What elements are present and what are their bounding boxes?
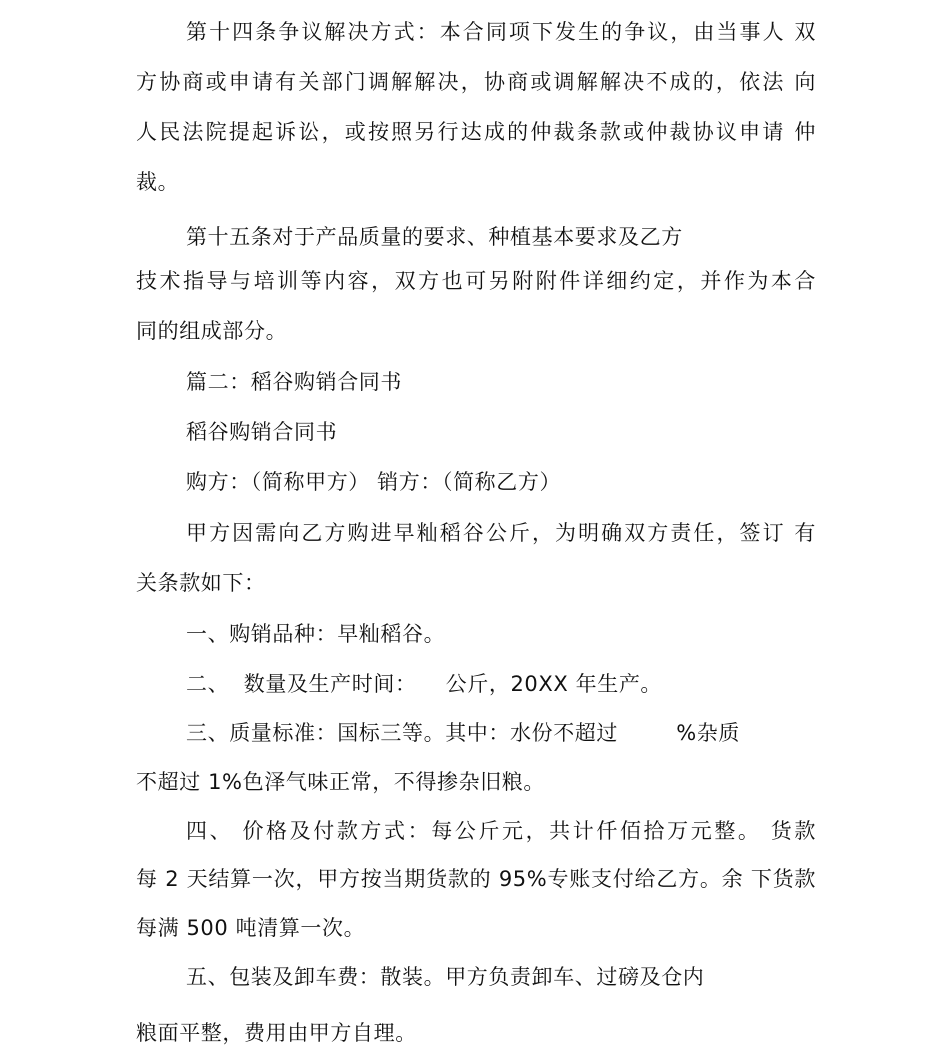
clause-3-line-1: 三、质量标准：国标三等。其中：水份不超过 %杂质: [186, 721, 740, 745]
contract-title: 稻谷购销合同书: [186, 420, 338, 444]
article-15-line-1: 第十五条对于产品质量的要求、种植基本要求及乙方: [186, 225, 683, 249]
section-heading: 篇二：稻谷购销合同书: [186, 370, 402, 394]
clause-5-line-2: 粮面平整，费用由甲方自理。: [136, 1021, 417, 1045]
clause-5-line-1: 五、包装及卸车费：散装。甲方负责卸车、过磅及仓内: [186, 965, 705, 989]
article-15-line-2: 技术指导与培训等内容，双方也可另附附件详细约定，并作为本合: [136, 269, 816, 293]
article-15-line-3: 同的组成部分。: [136, 319, 288, 343]
intro-line-2: 关条款如下：: [136, 571, 266, 595]
article-14-line-4: 裁。: [136, 170, 180, 194]
intro-line-1: 甲方因需向乙方购进早籼稻谷公斤，为明确双方责任，签订 有: [186, 521, 816, 545]
clause-3-line-2: 不超过 1%色泽气味正常，不得掺杂旧粮。: [136, 770, 545, 794]
clause-4-line-1: 四、 价格及付款方式：每公斤元，共计仟佰拾万元整。 货款: [186, 819, 816, 843]
article-14-line-2: 方协商或申请有关部门调解解决，协商或调解解决不成的，依法 向: [136, 70, 816, 94]
parties-line: 购方：（简称甲方） 销方：（简称乙方）: [186, 470, 562, 494]
article-14-line-3: 人民法院提起诉讼，或按照另行达成的仲裁条款或仲裁协议申请 仲: [136, 120, 816, 144]
clause-1: 一、购销品种：早籼稻谷。: [186, 622, 446, 646]
clause-4-line-2: 每 2 天结算一次，甲方按当期货款的 95%专账支付给乙方。余 下货款: [136, 867, 816, 891]
clause-2: 二、 数量及生产时间： 公斤，20XX 年生产。: [186, 672, 663, 696]
article-14-line-1: 第十四条争议解决方式：本合同项下发生的争议，由当事人 双: [186, 20, 816, 44]
clause-4-line-3: 每满 500 吨清算一次。: [136, 916, 366, 940]
